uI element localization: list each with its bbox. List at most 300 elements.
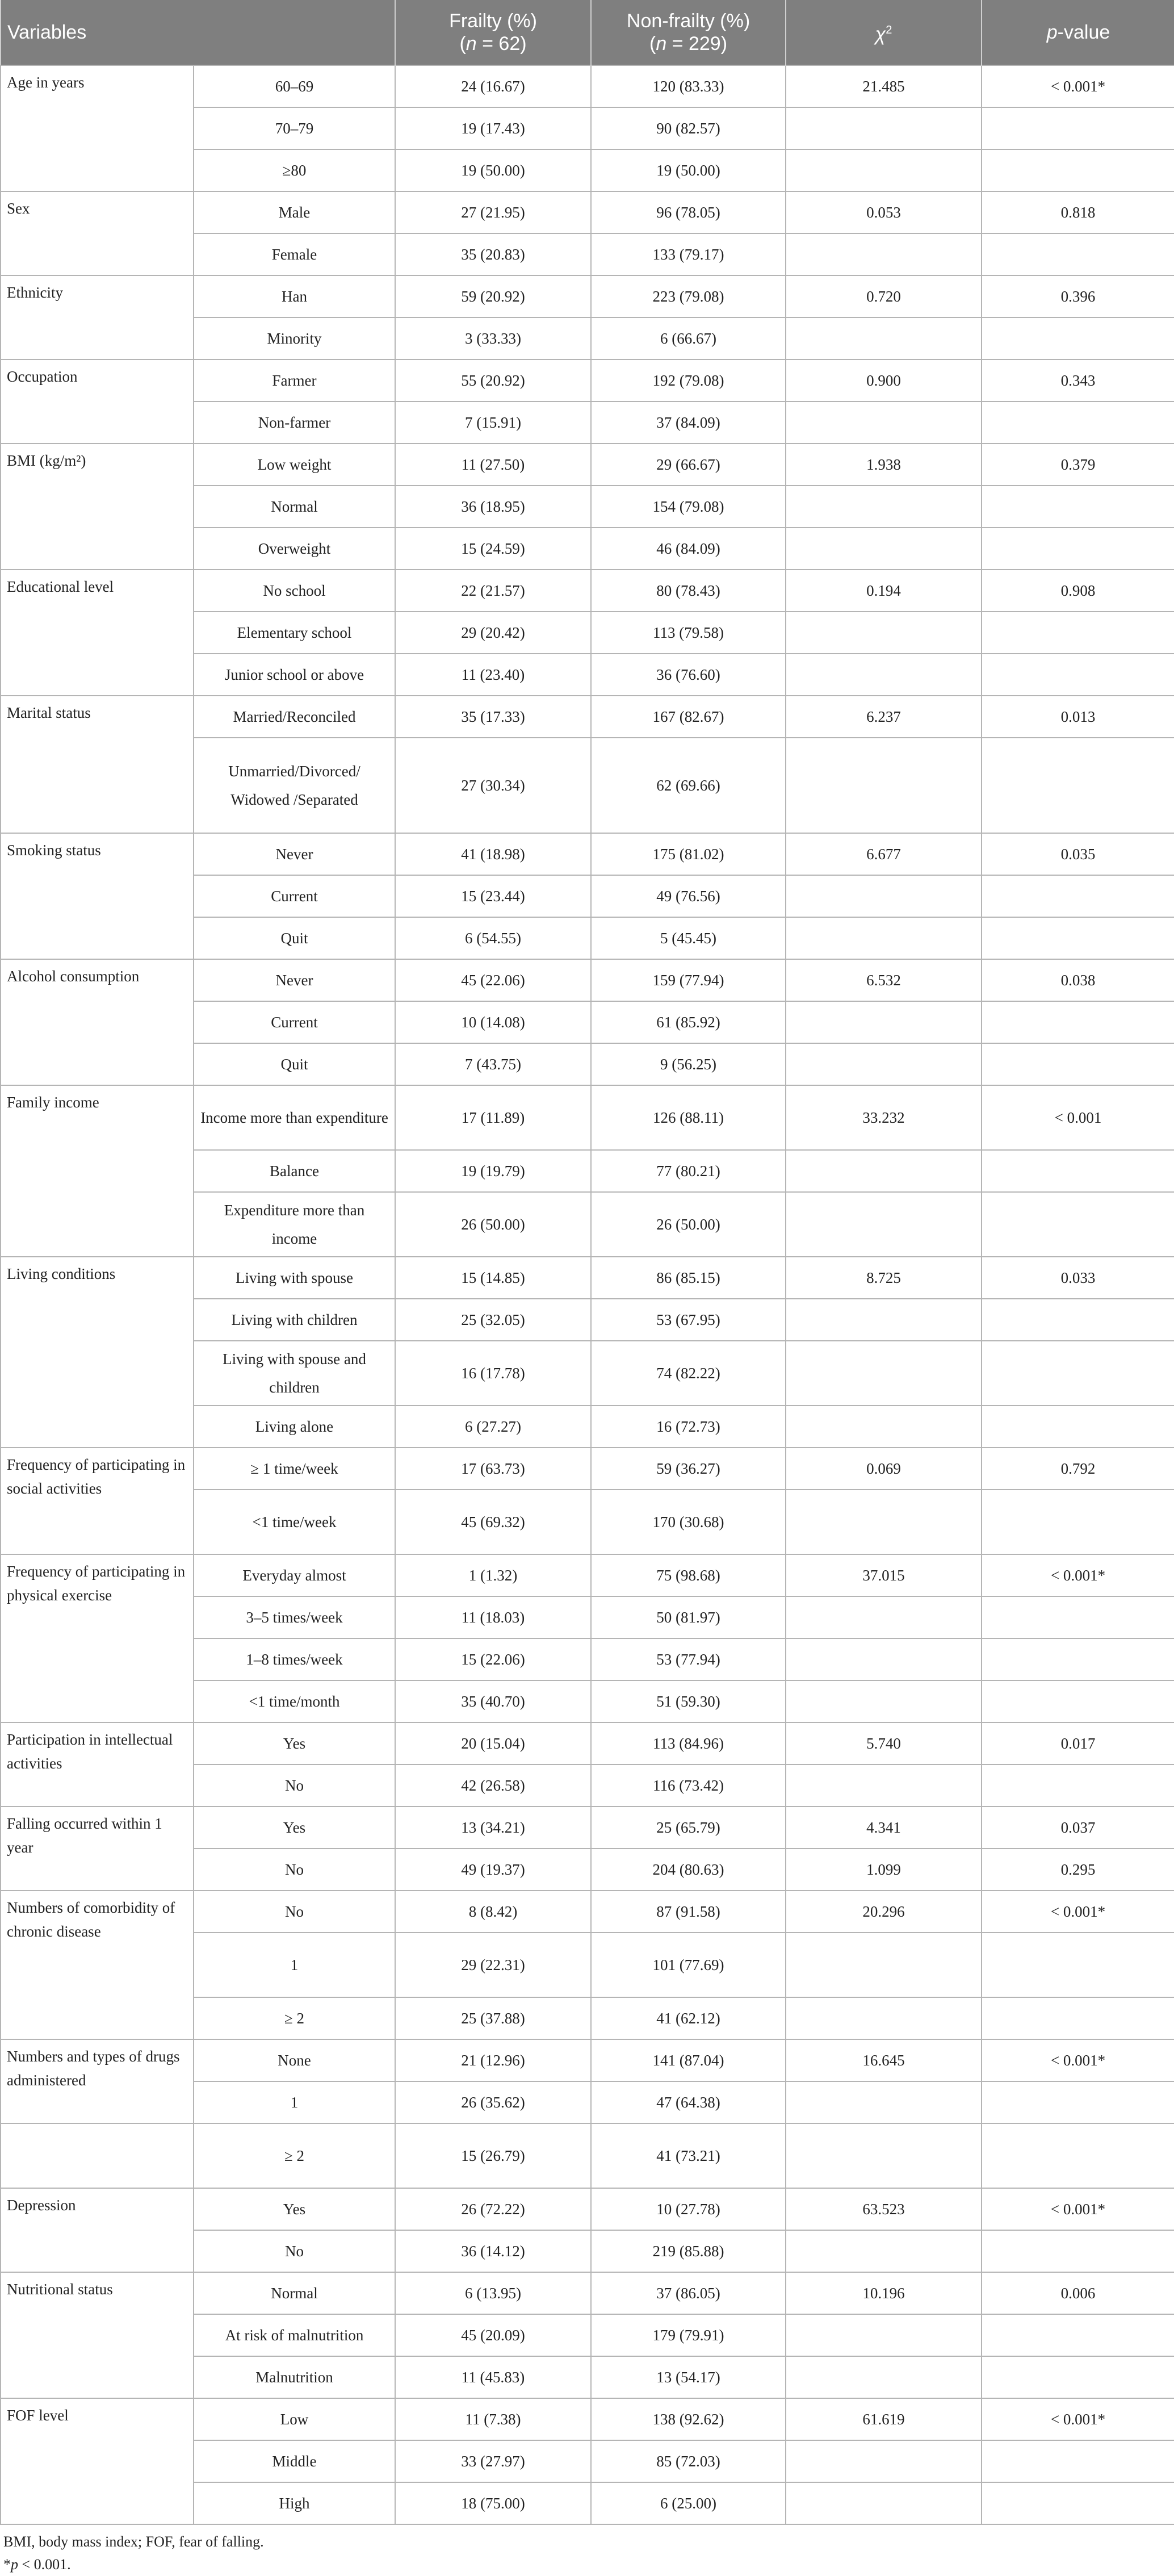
variable-name-cell: Occupation	[1, 359, 194, 444]
nonfrailty-cell: 53 (67.95)	[591, 1299, 786, 1341]
p-value-cell	[982, 2230, 1174, 2272]
category-cell: 1	[194, 1933, 395, 1997]
p-value-cell	[982, 654, 1174, 696]
frailty-cell: 6 (13.95)	[395, 2272, 591, 2314]
chi-square-cell	[786, 2440, 982, 2482]
category-cell: 1	[194, 2081, 395, 2123]
p-value-cell	[982, 2356, 1174, 2398]
table-row	[1, 696, 1174, 738]
nonfrailty-cell: 37 (84.09)	[591, 402, 786, 444]
frailty-cell: 45 (69.32)	[395, 1490, 591, 1554]
category-cell: Quit	[194, 917, 395, 959]
chi-square-cell: 21.485	[786, 65, 982, 107]
frailty-cell: 45 (22.06)	[395, 959, 591, 1001]
chi-square-cell: 0.194	[786, 570, 982, 612]
p-value-cell: < 0.001	[982, 1085, 1174, 1150]
footnote-threshold: < 0.001.	[18, 2556, 71, 2573]
frailty-cell: 26 (35.62)	[395, 2081, 591, 2123]
nonfrailty-cell: 5 (45.45)	[591, 917, 786, 959]
frailty-cell: 15 (24.59)	[395, 528, 591, 570]
frailty-cell: 15 (26.79)	[395, 2123, 591, 2188]
nonfrailty-cell: 49 (76.56)	[591, 875, 786, 917]
category-cell: Yes	[194, 2188, 395, 2230]
category-cell: ≥ 1 time/week	[194, 1448, 395, 1490]
p-value-cell	[982, 1933, 1174, 1997]
p-value-cell	[982, 1043, 1174, 1085]
p-value-cell	[982, 1001, 1174, 1043]
nonfrailty-cell: 133 (79.17)	[591, 233, 786, 275]
p-value-cell	[982, 612, 1174, 654]
variable-name-cell: Alcohol consumption	[1, 959, 194, 1085]
frailty-cell: 6 (54.55)	[395, 917, 591, 959]
frailty-cell: 11 (18.03)	[395, 1596, 591, 1638]
header-chi-square	[786, 0, 982, 65]
category-cell: No	[194, 1764, 395, 1806]
p-value-cell: < 0.001*	[982, 1554, 1174, 1596]
footnote-p: p	[11, 2556, 18, 2573]
p-value-cell	[982, 1680, 1174, 1722]
footnote-significance	[3, 2553, 1174, 2576]
p-value-cell	[982, 917, 1174, 959]
chi-square-cell	[786, 612, 982, 654]
frailty-cell: 6 (27.27)	[395, 1406, 591, 1448]
category-cell: Elementary school	[194, 612, 395, 654]
header-frailty-n: n	[466, 33, 477, 55]
frailty-cell: 35 (17.33)	[395, 696, 591, 738]
frailty-cell: 11 (45.83)	[395, 2356, 591, 2398]
nonfrailty-cell: 85 (72.03)	[591, 2440, 786, 2482]
frailty-cell: 42 (26.58)	[395, 1764, 591, 1806]
p-value-cell	[982, 1490, 1174, 1554]
chi-square-cell	[786, 107, 982, 149]
chi-square-cell: 4.341	[786, 1806, 982, 1849]
chi-square-cell	[786, 233, 982, 275]
chi-square-cell	[786, 1997, 982, 2039]
category-cell: 3–5 times/week	[194, 1596, 395, 1638]
frailty-cell: 26 (50.00)	[395, 1192, 591, 1257]
chi-square-cell	[786, 875, 982, 917]
nonfrailty-cell: 26 (50.00)	[591, 1192, 786, 1257]
chi-square-cell: 1.099	[786, 1849, 982, 1891]
frailty-cell: 21 (12.96)	[395, 2039, 591, 2081]
p-value-cell: 0.908	[982, 570, 1174, 612]
chi-square-cell	[786, 917, 982, 959]
category-cell: 1–8 times/week	[194, 1638, 395, 1680]
frailty-cell: 19 (19.79)	[395, 1150, 591, 1192]
p-value-cell: 0.343	[982, 359, 1174, 402]
category-cell: Han	[194, 275, 395, 317]
category-cell: Overweight	[194, 528, 395, 570]
nonfrailty-cell: 36 (76.60)	[591, 654, 786, 696]
chi-square-cell: 6.532	[786, 959, 982, 1001]
nonfrailty-cell: 19 (50.00)	[591, 149, 786, 191]
category-cell: Current	[194, 1001, 395, 1043]
header-p-symbol: p	[1046, 22, 1058, 43]
nonfrailty-cell: 96 (78.05)	[591, 191, 786, 233]
table-row	[1, 191, 1174, 233]
table-row	[1, 359, 1174, 402]
table-footnotes	[0, 2525, 1174, 2576]
frailty-cell: 10 (14.08)	[395, 1001, 591, 1043]
nonfrailty-cell: 204 (80.63)	[591, 1849, 786, 1891]
category-cell: Farmer	[194, 359, 395, 402]
frailty-cell: 49 (19.37)	[395, 1849, 591, 1891]
p-value-cell	[982, 2482, 1174, 2524]
p-value-cell: 0.037	[982, 1806, 1174, 1849]
header-chi-symbol: χ	[875, 23, 886, 45]
variable-name-cell: FOF level	[1, 2398, 194, 2524]
nonfrailty-cell: 141 (87.04)	[591, 2039, 786, 2081]
category-cell: Living with spouse and children	[194, 1341, 395, 1406]
variable-name-cell: Numbers of comorbidity of chronic disease	[1, 1891, 194, 2039]
frailty-cell: 59 (20.92)	[395, 275, 591, 317]
chi-square-cell	[786, 1043, 982, 1085]
nonfrailty-cell: 86 (85.15)	[591, 1257, 786, 1299]
nonfrailty-cell: 25 (65.79)	[591, 1806, 786, 1849]
nonfrailty-cell: 37 (86.05)	[591, 2272, 786, 2314]
nonfrailty-cell: 90 (82.57)	[591, 107, 786, 149]
category-cell: Normal	[194, 486, 395, 528]
category-cell: Middle	[194, 2440, 395, 2482]
table-row	[1, 1722, 1174, 1764]
table-row	[1, 959, 1174, 1001]
nonfrailty-cell: 62 (69.66)	[591, 738, 786, 833]
p-value-cell	[982, 149, 1174, 191]
table-row	[1, 1554, 1174, 1596]
p-value-cell: 0.006	[982, 2272, 1174, 2314]
nonfrailty-cell: 138 (92.62)	[591, 2398, 786, 2440]
chi-square-cell: 6.237	[786, 696, 982, 738]
variable-name-cell: Frequency of participating in social activities	[1, 1448, 194, 1554]
category-cell: Never	[194, 959, 395, 1001]
header-frailty-count: = 62)	[476, 33, 527, 55]
frailty-cell: 36 (14.12)	[395, 2230, 591, 2272]
category-cell: Low	[194, 2398, 395, 2440]
nonfrailty-cell: 13 (54.17)	[591, 2356, 786, 2398]
frailty-cell: 26 (72.22)	[395, 2188, 591, 2230]
frailty-cell: 25 (32.05)	[395, 1299, 591, 1341]
table-row	[1, 1257, 1174, 1299]
frailty-cell: 33 (27.97)	[395, 2440, 591, 2482]
category-cell: Living alone	[194, 1406, 395, 1448]
variable-name-cell: Depression	[1, 2188, 194, 2272]
chi-square-cell: 6.677	[786, 833, 982, 875]
frailty-cell: 29 (20.42)	[395, 612, 591, 654]
chi-square-cell	[786, 1680, 982, 1722]
p-value-cell	[982, 1192, 1174, 1257]
footnote-abbreviations: BMI, body mass index; FOF, fear of falling.	[3, 2533, 264, 2550]
chi-square-cell	[786, 1406, 982, 1448]
frailty-cell: 22 (21.57)	[395, 570, 591, 612]
frailty-cell: 20 (15.04)	[395, 1722, 591, 1764]
variable-name-cell: BMI (kg/m²)	[1, 444, 194, 570]
nonfrailty-cell: 113 (79.58)	[591, 612, 786, 654]
nonfrailty-cell: 74 (82.22)	[591, 1341, 786, 1406]
variable-name-cell: Nutritional status	[1, 2272, 194, 2398]
nonfrailty-cell: 77 (80.21)	[591, 1150, 786, 1192]
header-nonfrailty-paren: (	[649, 33, 656, 55]
header-nonfrailty	[591, 0, 786, 65]
p-value-cell	[982, 2314, 1174, 2356]
chi-square-cell	[786, 149, 982, 191]
category-cell: Low weight	[194, 444, 395, 486]
chi-square-cell	[786, 317, 982, 359]
chi-square-cell	[786, 1341, 982, 1406]
chi-square-cell: 5.740	[786, 1722, 982, 1764]
frailty-cell: 29 (22.31)	[395, 1933, 591, 1997]
p-value-cell	[982, 1299, 1174, 1341]
chi-square-cell: 33.232	[786, 1085, 982, 1150]
chi-square-cell	[786, 2314, 982, 2356]
p-value-cell	[982, 1638, 1174, 1680]
category-cell: At risk of malnutrition	[194, 2314, 395, 2356]
chi-square-cell: 10.196	[786, 2272, 982, 2314]
category-cell: ≥80	[194, 149, 395, 191]
p-value-cell: 0.396	[982, 275, 1174, 317]
nonfrailty-cell: 179 (79.91)	[591, 2314, 786, 2356]
header-nonfrailty-label: Non-frailty (%)	[626, 10, 750, 32]
category-cell: Current	[194, 875, 395, 917]
table-row	[1, 1085, 1174, 1150]
frailty-cell: 3 (33.33)	[395, 317, 591, 359]
variable-name-cell: Family income	[1, 1085, 194, 1257]
chi-square-cell: 0.900	[786, 359, 982, 402]
frailty-cell: 11 (27.50)	[395, 444, 591, 486]
chi-square-cell	[786, 1490, 982, 1554]
frailty-cell: 25 (37.88)	[395, 1997, 591, 2039]
category-cell: No school	[194, 570, 395, 612]
p-value-cell: 0.792	[982, 1448, 1174, 1490]
nonfrailty-cell: 53 (77.94)	[591, 1638, 786, 1680]
chi-square-cell: 0.053	[786, 191, 982, 233]
category-cell: <1 time/month	[194, 1680, 395, 1722]
nonfrailty-cell: 75 (98.68)	[591, 1554, 786, 1596]
frailty-cell: 41 (18.98)	[395, 833, 591, 875]
p-value-cell	[982, 738, 1174, 833]
category-cell: No	[194, 2230, 395, 2272]
variable-name-cell	[1, 2123, 194, 2188]
category-cell: Income more than expenditure	[194, 1085, 395, 1150]
p-value-cell	[982, 2440, 1174, 2482]
header-nonfrailty-n: n	[656, 33, 667, 55]
chi-square-cell	[786, 2230, 982, 2272]
nonfrailty-cell: 47 (64.38)	[591, 2081, 786, 2123]
table-row	[1, 444, 1174, 486]
category-cell: Balance	[194, 1150, 395, 1192]
header-frailty	[395, 0, 591, 65]
nonfrailty-cell: 113 (84.96)	[591, 1722, 786, 1764]
chi-square-cell	[786, 1001, 982, 1043]
chi-square-cell	[786, 738, 982, 833]
nonfrailty-cell: 116 (73.42)	[591, 1764, 786, 1806]
nonfrailty-cell: 50 (81.97)	[591, 1596, 786, 1638]
frailty-cell: 19 (17.43)	[395, 107, 591, 149]
variable-name-cell: Ethnicity	[1, 275, 194, 359]
chi-square-cell: 1.938	[786, 444, 982, 486]
nonfrailty-cell: 10 (27.78)	[591, 2188, 786, 2230]
frailty-cell: 11 (23.40)	[395, 654, 591, 696]
chi-square-cell	[786, 2081, 982, 2123]
frailty-cell: 7 (15.91)	[395, 402, 591, 444]
p-value-cell: 0.818	[982, 191, 1174, 233]
nonfrailty-cell: 101 (77.69)	[591, 1933, 786, 1997]
table-row	[1, 1891, 1174, 1933]
frailty-cell: 45 (20.09)	[395, 2314, 591, 2356]
nonfrailty-cell: 192 (79.08)	[591, 359, 786, 402]
table-body	[1, 65, 1174, 2524]
frailty-cell: 17 (11.89)	[395, 1085, 591, 1150]
chi-square-cell	[786, 2482, 982, 2524]
p-value-cell: 0.035	[982, 833, 1174, 875]
chi-square-cell	[786, 1933, 982, 1997]
chi-square-cell: 20.296	[786, 1891, 982, 1933]
variable-name-cell: Educational level	[1, 570, 194, 696]
category-cell: No	[194, 1849, 395, 1891]
nonfrailty-cell: 126 (88.11)	[591, 1085, 786, 1150]
category-cell: Living with spouse	[194, 1257, 395, 1299]
nonfrailty-cell: 16 (72.73)	[591, 1406, 786, 1448]
frailty-cell: 15 (14.85)	[395, 1257, 591, 1299]
frailty-cell: 16 (17.78)	[395, 1341, 591, 1406]
chi-square-cell: 63.523	[786, 2188, 982, 2230]
p-value-cell	[982, 317, 1174, 359]
chi-square-cell	[786, 1596, 982, 1638]
p-value-cell: < 0.001*	[982, 1891, 1174, 1933]
chi-square-cell	[786, 2356, 982, 2398]
frailty-cell: 7 (43.75)	[395, 1043, 591, 1085]
frailty-cell: 24 (16.67)	[395, 65, 591, 107]
p-value-cell	[982, 2123, 1174, 2188]
header-frailty-label: Frailty (%)	[449, 10, 537, 32]
p-value-cell: < 0.001*	[982, 2188, 1174, 2230]
chi-square-cell: 0.069	[786, 1448, 982, 1490]
nonfrailty-cell: 175 (81.02)	[591, 833, 786, 875]
nonfrailty-cell: 167 (82.67)	[591, 696, 786, 738]
p-value-cell	[982, 1150, 1174, 1192]
variable-name-cell: Falling occurred within 1 year	[1, 1806, 194, 1891]
chi-square-cell	[786, 486, 982, 528]
nonfrailty-cell: 154 (79.08)	[591, 486, 786, 528]
p-value-cell	[982, 2081, 1174, 2123]
table-row	[1, 1806, 1174, 1849]
table-row	[1, 2272, 1174, 2314]
nonfrailty-cell: 80 (78.43)	[591, 570, 786, 612]
category-cell: Minority	[194, 317, 395, 359]
variable-name-cell: Living conditions	[1, 1257, 194, 1448]
category-cell: 70–79	[194, 107, 395, 149]
chi-square-cell	[786, 1764, 982, 1806]
footnote-star: *	[3, 2556, 11, 2573]
variable-name-cell: Participation in intellectual activities	[1, 1722, 194, 1806]
category-cell: Everyday almost	[194, 1554, 395, 1596]
p-value-cell: 0.017	[982, 1722, 1174, 1764]
nonfrailty-cell: 159 (77.94)	[591, 959, 786, 1001]
table-row	[1, 275, 1174, 317]
p-value-cell	[982, 1406, 1174, 1448]
variable-name-cell: Frequency of participating in physical exercise	[1, 1554, 194, 1722]
chi-square-cell	[786, 2123, 982, 2188]
nonfrailty-cell: 120 (83.33)	[591, 65, 786, 107]
category-cell: Expenditure more than income	[194, 1192, 395, 1257]
variable-name-cell: Marital status	[1, 696, 194, 833]
category-cell: Living with children	[194, 1299, 395, 1341]
p-value-cell: 0.038	[982, 959, 1174, 1001]
p-value-cell	[982, 1596, 1174, 1638]
nonfrailty-cell: 41 (73.21)	[591, 2123, 786, 2188]
category-cell: High	[194, 2482, 395, 2524]
frailty-cell: 19 (50.00)	[395, 149, 591, 191]
p-value-cell	[982, 233, 1174, 275]
nonfrailty-cell: 41 (62.12)	[591, 1997, 786, 2039]
category-cell: No	[194, 1891, 395, 1933]
category-cell: Quit	[194, 1043, 395, 1085]
header-variables	[1, 0, 395, 65]
nonfrailty-cell: 223 (79.08)	[591, 275, 786, 317]
variable-name-cell: Numbers and types of drugs administered	[1, 2039, 194, 2123]
category-cell: <1 time/week	[194, 1490, 395, 1554]
p-value-cell	[982, 1764, 1174, 1806]
nonfrailty-cell: 46 (84.09)	[591, 528, 786, 570]
category-cell: Non-farmer	[194, 402, 395, 444]
header-variables-label: Variables	[7, 22, 87, 43]
table-row	[1, 2398, 1174, 2440]
header-frailty-paren: (	[459, 33, 466, 55]
table-row	[1, 1448, 1174, 1490]
category-cell: Yes	[194, 1806, 395, 1849]
chi-square-cell: 16.645	[786, 2039, 982, 2081]
nonfrailty-cell: 170 (30.68)	[591, 1490, 786, 1554]
nonfrailty-cell: 219 (85.88)	[591, 2230, 786, 2272]
p-value-cell	[982, 875, 1174, 917]
table-row	[1, 2123, 1174, 2188]
header-nonfrailty-count: = 229)	[666, 33, 728, 55]
chi-square-cell: 0.720	[786, 275, 982, 317]
category-cell: Male	[194, 191, 395, 233]
table-row	[1, 65, 1174, 107]
frailty-cell: 36 (18.95)	[395, 486, 591, 528]
category-cell: Never	[194, 833, 395, 875]
category-cell: Normal	[194, 2272, 395, 2314]
p-value-cell: 0.033	[982, 1257, 1174, 1299]
nonfrailty-cell: 9 (56.25)	[591, 1043, 786, 1085]
nonfrailty-cell: 51 (59.30)	[591, 1680, 786, 1722]
header-row	[1, 0, 1174, 65]
category-cell: Married/Reconciled	[194, 696, 395, 738]
variable-name-cell: Age in years	[1, 65, 194, 191]
category-cell: 60–69	[194, 65, 395, 107]
table-row	[1, 833, 1174, 875]
nonfrailty-cell: 29 (66.67)	[591, 444, 786, 486]
nonfrailty-cell: 6 (25.00)	[591, 2482, 786, 2524]
chi-square-cell: 37.015	[786, 1554, 982, 1596]
p-value-cell	[982, 1341, 1174, 1406]
frailty-cell: 55 (20.92)	[395, 359, 591, 402]
category-cell: Junior school or above	[194, 654, 395, 696]
category-cell: Female	[194, 233, 395, 275]
p-value-cell	[982, 107, 1174, 149]
table-row	[1, 2039, 1174, 2081]
p-value-cell: 0.013	[982, 696, 1174, 738]
chi-square-cell	[786, 1638, 982, 1680]
frailty-cell: 1 (1.32)	[395, 1554, 591, 1596]
category-cell: ≥ 2	[194, 2123, 395, 2188]
p-value-cell: < 0.001*	[982, 65, 1174, 107]
p-value-cell	[982, 486, 1174, 528]
category-cell: ≥ 2	[194, 1997, 395, 2039]
frailty-cell: 15 (22.06)	[395, 1638, 591, 1680]
table-row	[1, 570, 1174, 612]
p-value-cell	[982, 1997, 1174, 2039]
